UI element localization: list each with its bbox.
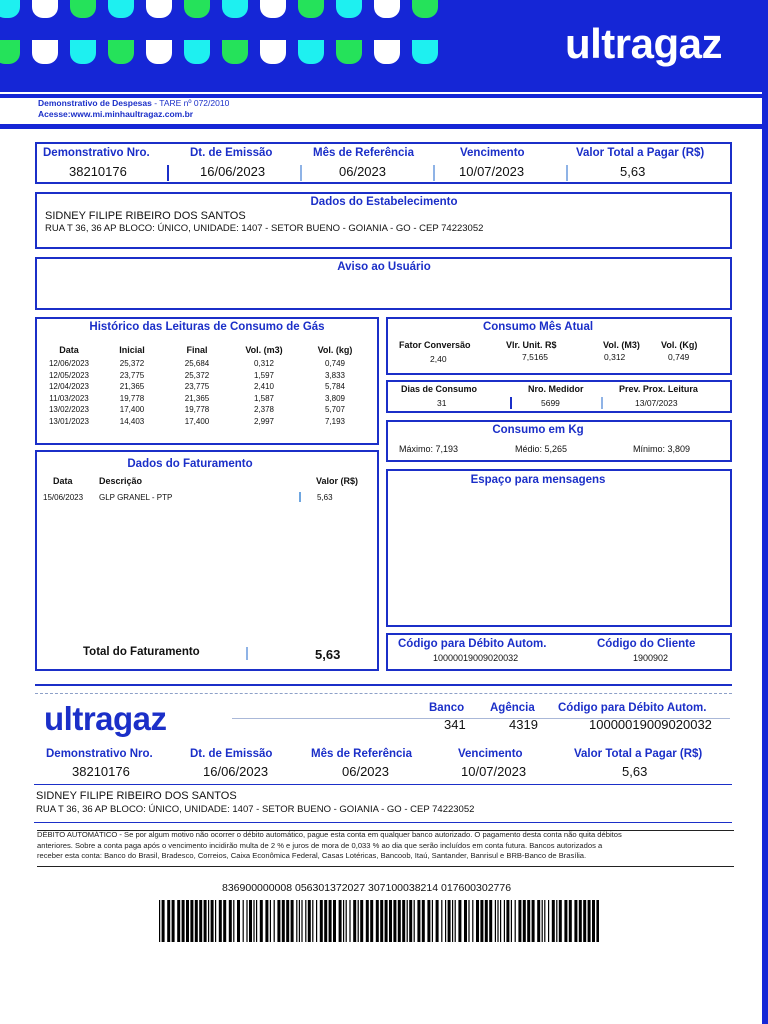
barcode-bar bbox=[445, 900, 446, 942]
table-cell: 25,372 bbox=[119, 359, 145, 369]
fat-item-data: 15/06/2023 bbox=[43, 493, 84, 502]
dashed-cut-line bbox=[35, 693, 732, 694]
header-pattern-tile bbox=[108, 0, 134, 18]
barcode-bar bbox=[339, 900, 342, 942]
barcode-bar bbox=[409, 900, 412, 942]
barcode-bar bbox=[441, 900, 442, 942]
barcode-bar bbox=[592, 900, 595, 942]
barcode-bar bbox=[246, 900, 247, 942]
header-pattern-tile bbox=[260, 40, 286, 64]
codigo-debito-label: Código para Débito Autom. bbox=[398, 638, 547, 650]
codigo-debito-value: 10000019009020032 bbox=[433, 653, 519, 663]
col-final: Final bbox=[186, 345, 208, 355]
estabelecimento-title: Dados do Estabelecimento bbox=[310, 196, 458, 208]
fat-col-valor: Valor (R$) bbox=[316, 476, 359, 486]
table-cell: 1,587 bbox=[253, 393, 275, 403]
barcode-bar bbox=[353, 900, 356, 942]
aviso-title: Aviso ao Usuário bbox=[337, 261, 431, 273]
barcode-bar bbox=[495, 900, 496, 942]
divider bbox=[34, 822, 732, 823]
table-cell: 23,775 bbox=[119, 370, 145, 380]
barcode-bar bbox=[464, 900, 467, 942]
barcode-bar bbox=[333, 900, 336, 942]
col-inicial: Inicial bbox=[119, 345, 145, 355]
barcode-bar bbox=[260, 900, 263, 942]
barcode-bar bbox=[190, 900, 193, 942]
barcode-bar bbox=[458, 900, 461, 942]
barcode-bar bbox=[360, 900, 363, 942]
dias-label: Dias de Consumo bbox=[401, 384, 478, 394]
barcode-bar bbox=[596, 900, 599, 942]
fat-col-data: Data bbox=[53, 476, 73, 486]
fator-value: 2,40 bbox=[430, 354, 447, 364]
barcode-bar bbox=[537, 900, 540, 942]
barcode-bar bbox=[448, 900, 451, 942]
barcode-bar bbox=[532, 900, 535, 942]
kg-label: Vol. (Kg) bbox=[661, 340, 698, 350]
barcode-bar bbox=[186, 900, 189, 942]
barcode-bar bbox=[398, 900, 401, 942]
m3-value: 0,312 bbox=[604, 352, 626, 362]
barcode-bar bbox=[274, 900, 275, 942]
barcode-bar bbox=[195, 900, 198, 942]
barcode-bar bbox=[579, 900, 582, 942]
boleto-emissao: 16/06/2023 bbox=[203, 764, 269, 779]
barcode-bar bbox=[277, 900, 280, 942]
table-cell: 1,597 bbox=[253, 370, 275, 380]
boleto-referencia: 06/2023 bbox=[342, 764, 389, 779]
label-numero: Demonstrativo Nro. bbox=[43, 147, 150, 159]
boleto-label-total: Valor Total a Pagar (R$) bbox=[574, 748, 703, 760]
barcode-bar bbox=[393, 900, 396, 942]
separator bbox=[433, 165, 435, 181]
numero-value: 38210176 bbox=[69, 164, 127, 179]
col-vol-kg: Vol. (kg) bbox=[317, 345, 353, 355]
table-cell: 3,809 bbox=[324, 393, 346, 403]
barcode-bar bbox=[569, 900, 572, 942]
barcode-bar bbox=[542, 900, 543, 942]
col-vol-m3: Vol. (m3) bbox=[245, 345, 283, 355]
barcode-bar bbox=[385, 900, 388, 942]
table-cell: 11/03/2023 bbox=[49, 393, 89, 403]
table-cell: 19,778 bbox=[119, 393, 145, 403]
emissao-value: 16/06/2023 bbox=[200, 164, 266, 179]
consumo-medio: Médio: 5,265 bbox=[515, 444, 568, 454]
col-data: Data bbox=[59, 345, 79, 355]
header-pattern-tile bbox=[32, 40, 58, 64]
barcode-bar bbox=[204, 900, 207, 942]
table-cell: 21,365 bbox=[184, 393, 210, 403]
barcode-bar bbox=[343, 900, 344, 942]
barcode-bar bbox=[308, 900, 311, 942]
doc-type bbox=[38, 98, 229, 108]
label-total: Valor Total a Pagar (R$) bbox=[576, 147, 705, 159]
barcode-bar bbox=[564, 900, 567, 942]
header-pattern-tile bbox=[108, 40, 134, 64]
barcode-bar bbox=[324, 900, 327, 942]
table-cell: 7,193 bbox=[324, 416, 346, 426]
aviso-debito-3: receber esta conta: Banco do Brasil, Bradesco, Correios, Caixa Econômica Federal, Casas Lotéricas, Bancoob, Itaú, Santander, Banrisul e BRB-Banco de Brasília. bbox=[37, 851, 587, 860]
barcode-bar bbox=[504, 900, 505, 942]
ultragaz-logo: ultragaz bbox=[564, 20, 722, 67]
vencimento-value: 10/07/2023 bbox=[459, 164, 525, 179]
boleto-label-emissao: Dt. de Emissão bbox=[190, 748, 273, 760]
consumo-kg-title: Consumo em Kg bbox=[492, 424, 584, 436]
table-row bbox=[40, 393, 370, 405]
barcode-bar bbox=[291, 900, 294, 942]
aviso-debito-2: anteriores. Sobre a conta paga após o vencimento incidirão multa de 2 % e juros de mora de 0,033 % ao dia que serão incluídos em conta futura. Bancos autorizados a bbox=[37, 841, 603, 850]
barcode-bar bbox=[167, 900, 170, 942]
table-cell: 2,378 bbox=[253, 405, 275, 415]
barcode-bar bbox=[349, 900, 350, 942]
barcode-bar bbox=[455, 900, 456, 942]
access-link[interactable]: Acesse:www.mi.minhaultragaz.com.br bbox=[38, 109, 194, 119]
separator bbox=[299, 492, 301, 502]
fat-item-desc: GLP GRANEL - PTP bbox=[99, 493, 173, 502]
agencia-value: 4319 bbox=[509, 717, 538, 732]
boleto-label-numero: Demonstrativo Nro. bbox=[46, 748, 153, 760]
table-cell: 13/01/2023 bbox=[48, 416, 90, 426]
barcode-bar bbox=[574, 900, 577, 942]
codigo-cliente-label: Código do Cliente bbox=[597, 638, 696, 650]
barcode-bar bbox=[506, 900, 509, 942]
boleto-endereco: RUA T 36, 36 AP BLOCO: ÚNICO, UNIDADE: 1407 - SETOR BUENO - GOIANIA - GO - CEP 74223052 bbox=[36, 804, 475, 815]
header-pattern-tile bbox=[0, 40, 20, 64]
barcode-bar bbox=[583, 900, 586, 942]
barcode-bar bbox=[523, 900, 526, 942]
table-cell: 21,365 bbox=[119, 382, 145, 392]
boleto-debito-value: 10000019009020032 bbox=[589, 717, 712, 732]
separator bbox=[300, 165, 302, 181]
barcode-bar bbox=[480, 900, 483, 942]
barcode-bar bbox=[380, 900, 383, 942]
barcode-bar bbox=[414, 900, 415, 942]
divider bbox=[34, 784, 732, 785]
barcode-bar bbox=[389, 900, 392, 942]
barcode-bar bbox=[249, 900, 252, 942]
table-row bbox=[40, 416, 370, 428]
mensagens-title: Espaço para mensagens bbox=[470, 474, 606, 486]
table-cell: 2,997 bbox=[253, 416, 275, 426]
medidor-label: Nro. Medidor bbox=[528, 384, 584, 394]
separator bbox=[566, 165, 568, 181]
barcode-bar bbox=[301, 900, 302, 942]
barcode-bar bbox=[182, 900, 185, 942]
barcode-bar bbox=[552, 900, 555, 942]
barcode-bar bbox=[518, 900, 521, 942]
header-pattern-tile bbox=[374, 0, 400, 18]
barcode-bar bbox=[177, 900, 180, 942]
separator bbox=[167, 165, 169, 181]
prev-value: 13/07/2023 bbox=[635, 398, 678, 408]
m3-label: Vol. (M3) bbox=[603, 340, 640, 350]
barcode-bar bbox=[407, 900, 408, 942]
separator bbox=[601, 397, 603, 409]
header-pattern-tile bbox=[222, 0, 248, 18]
table-cell: 5,784 bbox=[324, 382, 346, 392]
label-referencia: Mês de Referência bbox=[313, 147, 414, 159]
barcode-bar bbox=[253, 900, 254, 942]
consumo-atual-title: Consumo Mês Atual bbox=[482, 321, 594, 333]
table-cell: 14,403 bbox=[119, 416, 145, 426]
boleto-numero: 38210176 bbox=[72, 764, 130, 779]
divider bbox=[0, 124, 768, 129]
table-cell: 0,749 bbox=[324, 359, 346, 369]
barcode-bar bbox=[497, 900, 498, 942]
table-cell: 13/02/2023 bbox=[48, 405, 90, 415]
dias-value: 31 bbox=[437, 398, 447, 408]
historico-title: Histórico das Leituras de Consumo de Gás bbox=[89, 321, 325, 333]
label-vencimento: Vencimento bbox=[460, 147, 525, 159]
fat-col-desc: Descrição bbox=[99, 476, 143, 486]
barcode-bar bbox=[305, 900, 306, 942]
separator bbox=[510, 397, 512, 409]
table-cell: 23,775 bbox=[184, 382, 210, 392]
header-pattern-tile bbox=[70, 0, 96, 18]
total-value: 5,63 bbox=[620, 164, 646, 179]
estabelecimento-endereco: RUA T 36, 36 AP BLOCO: ÚNICO, UNIDADE: 1407 - SETOR BUENO - GOIANIA - GO - CEP 74223052 bbox=[45, 223, 484, 234]
barcode-bar bbox=[476, 900, 479, 942]
unit-label: Vlr. Unit. R$ bbox=[506, 340, 557, 350]
consumo-minimo: Mínimo: 3,809 bbox=[633, 444, 691, 454]
table-cell: 3,833 bbox=[324, 370, 346, 380]
fator-label: Fator Conversão bbox=[399, 340, 471, 350]
barcode-bar bbox=[366, 900, 369, 942]
boleto-label-vencimento: Vencimento bbox=[458, 748, 523, 760]
brand-header bbox=[0, 0, 768, 92]
banco-value: 341 bbox=[444, 717, 466, 732]
header-pattern-tile bbox=[146, 40, 172, 64]
barcode-bar bbox=[452, 900, 453, 942]
unit-value: 7,5165 bbox=[522, 352, 548, 362]
barcode-bar bbox=[472, 900, 473, 942]
barcode-bar bbox=[402, 900, 405, 942]
barcode-bar bbox=[299, 900, 300, 942]
boleto-total: 5,63 bbox=[622, 764, 648, 779]
header-pattern-tile bbox=[260, 0, 286, 18]
header-pattern-tile bbox=[336, 0, 362, 18]
fat-item-valor: 5,63 bbox=[317, 493, 333, 502]
barcode-bar bbox=[422, 900, 425, 942]
barcode bbox=[159, 900, 599, 942]
boleto-vencimento: 10/07/2023 bbox=[461, 764, 527, 779]
barcode-bar bbox=[312, 900, 313, 942]
barcode-bar bbox=[370, 900, 373, 942]
cut-line bbox=[35, 684, 732, 686]
agencia-label: Agência bbox=[490, 702, 535, 714]
linha-digitavel[interactable]: 836900000008 056301372027 307100038214 017600302776 bbox=[222, 882, 512, 894]
barcode-bar bbox=[265, 900, 268, 942]
barcode-bar bbox=[237, 900, 240, 942]
header-pattern-tile bbox=[222, 40, 248, 64]
barcode-bar bbox=[329, 900, 332, 942]
doc-type-label: Demonstrativo de Despesas bbox=[38, 98, 152, 108]
barcode-bar bbox=[282, 900, 285, 942]
header-pattern-tile bbox=[298, 0, 324, 18]
ultragaz-logo-stub: ultragaz bbox=[44, 700, 167, 737]
doc-ref: - TARE nº 072/2010 bbox=[151, 98, 230, 108]
header-pattern-tile bbox=[374, 40, 400, 64]
header-pattern-tile bbox=[146, 0, 172, 18]
label-emissao: Dt. de Emissão bbox=[190, 147, 273, 159]
barcode-bar bbox=[427, 900, 430, 942]
header-pattern-tile bbox=[184, 40, 210, 64]
barcode-bar bbox=[559, 900, 562, 942]
barcode-bar bbox=[485, 900, 488, 942]
barcode-bar bbox=[417, 900, 420, 942]
barcode-bar bbox=[588, 900, 591, 942]
table-cell: 5,707 bbox=[324, 405, 346, 415]
boleto-label-referencia: Mês de Referência bbox=[311, 748, 412, 760]
table-cell: 12/04/2023 bbox=[48, 382, 90, 392]
table-cell: 2,410 bbox=[253, 382, 275, 392]
table-row bbox=[40, 358, 370, 370]
barcode-bar bbox=[515, 900, 516, 942]
barcode-bar bbox=[436, 900, 439, 942]
barcode-bar bbox=[346, 900, 347, 942]
header-pattern-tile bbox=[412, 40, 438, 64]
medidor-value: 5699 bbox=[541, 398, 560, 408]
header-pattern-tile bbox=[32, 0, 58, 18]
consumo-maximo: Máximo: 7,193 bbox=[399, 444, 459, 454]
barcode-bar bbox=[159, 900, 160, 942]
header-pattern-tile bbox=[70, 40, 96, 64]
barcode-bar bbox=[544, 900, 545, 942]
barcode-bar bbox=[432, 900, 433, 942]
barcode-bar bbox=[219, 900, 222, 942]
header-pattern-tile bbox=[298, 40, 324, 64]
barcode-bar bbox=[358, 900, 359, 942]
barcode-bar bbox=[527, 900, 530, 942]
barcode-bar bbox=[229, 900, 232, 942]
estabelecimento-nome: SIDNEY FILIPE RIBEIRO DOS SANTOS bbox=[45, 210, 246, 222]
barcode-bar bbox=[208, 900, 209, 942]
boleto-debito-label: Código para Débito Autom. bbox=[558, 702, 707, 714]
barcode-bar bbox=[162, 900, 165, 942]
kg-value: 0,749 bbox=[668, 352, 690, 362]
table-cell: 12/05/2023 bbox=[48, 370, 90, 380]
barcode-bar bbox=[215, 900, 216, 942]
table-cell: 0,312 bbox=[253, 359, 275, 369]
barcode-bar bbox=[320, 900, 323, 942]
boleto-nome: SIDNEY FILIPE RIBEIRO DOS SANTOS bbox=[36, 790, 237, 802]
barcode-bar bbox=[556, 900, 557, 942]
separator bbox=[246, 647, 248, 660]
barcode-bar bbox=[199, 900, 202, 942]
barcode-bar bbox=[296, 900, 297, 942]
mensagens-box bbox=[386, 469, 732, 627]
table-cell: 12/06/2023 bbox=[48, 359, 90, 369]
prev-label: Prev. Prox. Leitura bbox=[619, 384, 698, 394]
table-cell: 17,400 bbox=[184, 416, 210, 426]
right-edge-bar bbox=[762, 92, 768, 1024]
table-cell: 17,400 bbox=[119, 405, 145, 415]
barcode-bar bbox=[270, 900, 271, 942]
barcode-bar bbox=[548, 900, 549, 942]
barcode-bar bbox=[376, 900, 379, 942]
historico-table bbox=[40, 345, 370, 427]
barcode-bar bbox=[211, 900, 214, 942]
barcode-bar bbox=[172, 900, 175, 942]
barcode-bar bbox=[286, 900, 289, 942]
barcode-bar bbox=[489, 900, 492, 942]
fat-total-label: Total do Faturamento bbox=[83, 646, 200, 658]
table-row bbox=[40, 370, 370, 382]
barcode-bar bbox=[243, 900, 244, 942]
fat-total-value: 5,63 bbox=[315, 647, 341, 662]
header-pattern-tile bbox=[0, 0, 20, 18]
table-cell: 25,372 bbox=[184, 370, 210, 380]
divider bbox=[37, 866, 734, 867]
header-pattern-tile bbox=[184, 0, 210, 18]
banco-label: Banco bbox=[429, 702, 465, 714]
barcode-bar bbox=[316, 900, 317, 942]
barcode-bar bbox=[223, 900, 226, 942]
barcode-bar bbox=[468, 900, 469, 942]
barcode-bar bbox=[511, 900, 512, 942]
barcode-bar bbox=[233, 900, 234, 942]
codigo-cliente-value: 1900902 bbox=[633, 653, 669, 663]
aviso-debito-1: DÉBITO AUTOMÁTICO - Se por algum motivo não ocorrer o débito automático, pague esta conta em qualquer banco autorizado. O pagamento desta conta não quita débitos bbox=[37, 830, 622, 839]
table-row bbox=[40, 381, 370, 393]
faturamento-title: Dados do Faturamento bbox=[127, 458, 253, 470]
table-cell: 25,684 bbox=[184, 359, 210, 369]
table-row bbox=[40, 404, 370, 416]
referencia-value: 06/2023 bbox=[339, 164, 386, 179]
header-pattern-tile bbox=[336, 40, 362, 64]
barcode-bar bbox=[500, 900, 501, 942]
table-cell: 19,778 bbox=[184, 405, 210, 415]
barcode-bar bbox=[256, 900, 257, 942]
header-pattern-tile bbox=[412, 0, 438, 18]
